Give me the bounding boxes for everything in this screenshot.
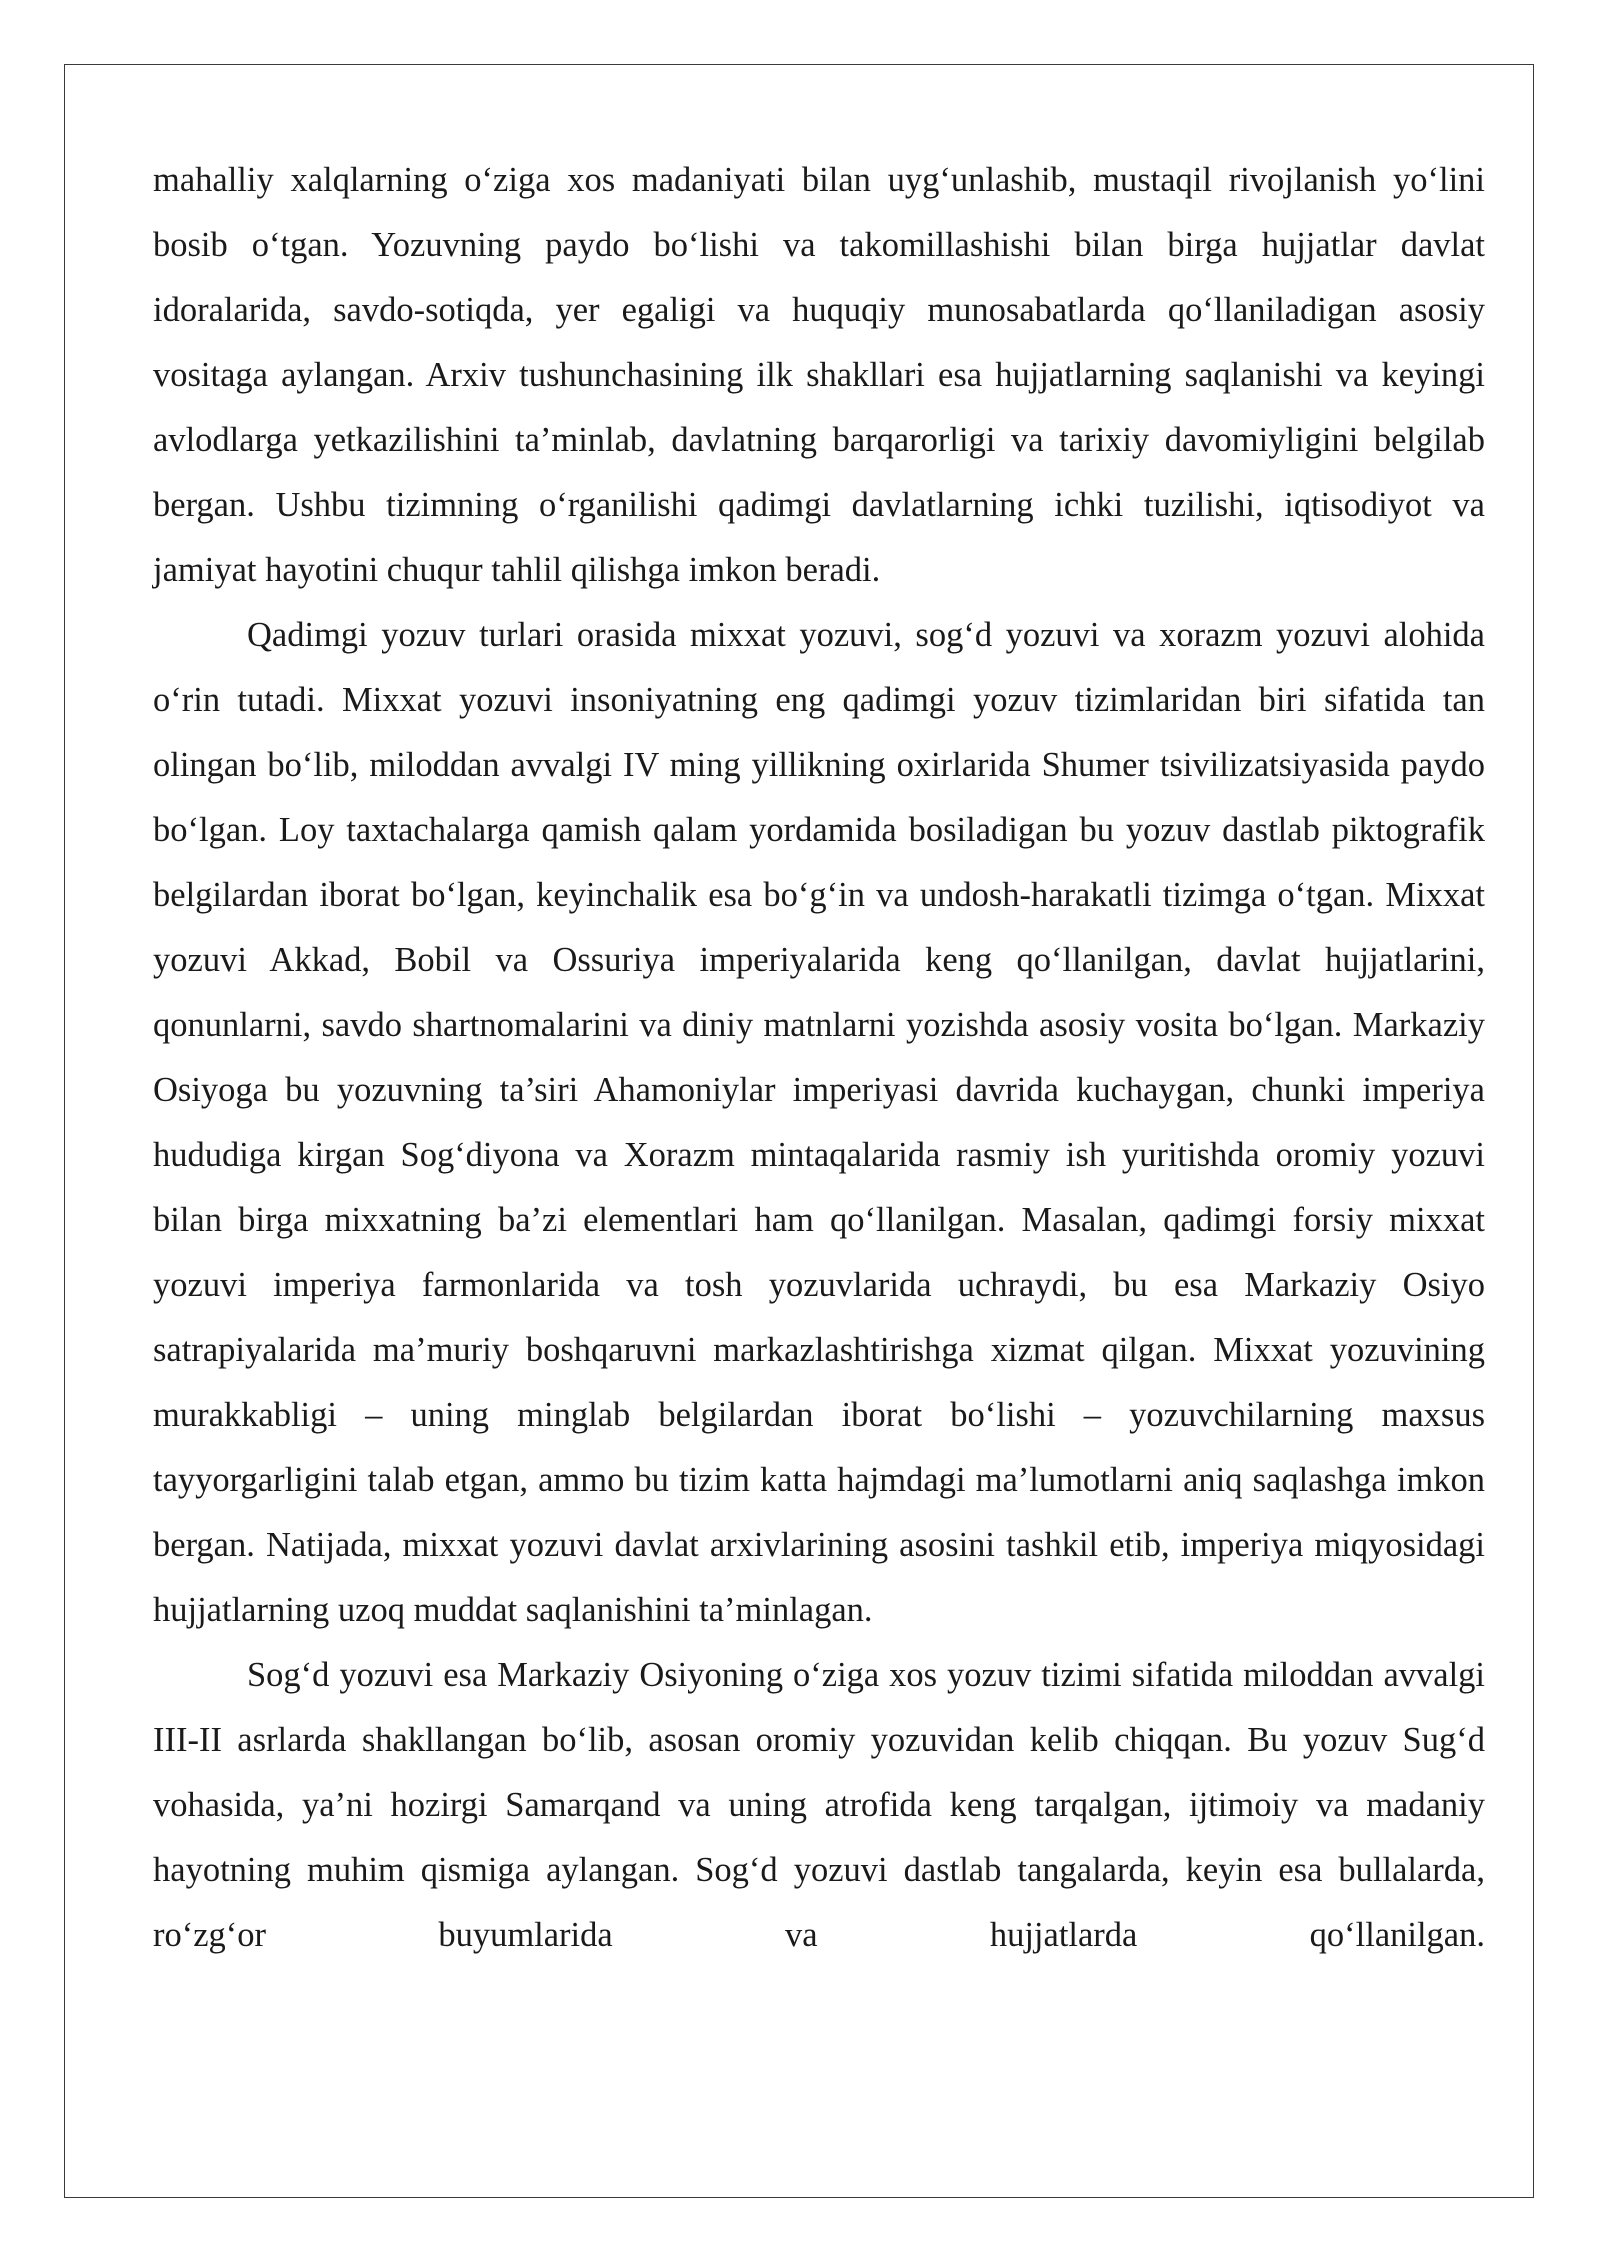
paragraph-1: mahalliy xalqlarning o‘ziga xos madaniyati bilan uyg‘unlashib, mustaqil rivojlanish yo‘lini bosib o‘tgan. Yozuvning paydo bo‘lishi va takomillashishi bilan birga hujjatlar davlat idoralarida, savdo-sotiqda, yer egaligi va huquqiy munosabatlarda qo‘llaniladigan asosiy vositaga aylangan. Arxiv tushunchasining ilk shakllari esa hujjatlarning saqlanishi va keyingi avlodlarga yetkazilishini ta’minlab, davlatning barqarorligi va tarixiy davomiyligini belgilab bergan. Ushbu tizimning o‘rganilishi qadimgi davlatlarning ichki tuzilishi, iqtisodiyot va jamiyat hayotini chuqur tahlil qilishga imkon beradi.: [153, 161, 1485, 589]
document-body: [153, 148, 1485, 1968]
paragraph-2: Qadimgi yozuv turlari orasida mixxat yozuvi, sog‘d yozuvi va xorazm yozuvi alohida o‘rin tutadi. Mixxat yozuvi insoniyatning eng qadimgi yozuv tizimlaridan biri sifatida tan olingan bo‘lib, miloddan avvalgi IV ming yillikning oxirlarida Shumer tsivilizatsiyasida paydo bo‘lgan. Loy taxtachalarga qamish qalam yordamida bosiladigan bu yozuv dastlab piktografik belgilardan iborat bo‘lgan, keyinchalik esa bo‘g‘in va undosh-harakatli tizimga o‘tgan. Mixxat yozuvi Akkad, Bobil va Ossuriya imperiyalarida keng qo‘llanilgan, davlat hujjatlarini, qonunlarni, savdo shartnomalarini va diniy matnlarni yozishda asosiy vosita bo‘lgan. Markaziy Osiyoga bu yozuvning ta’siri Ahamoniylar imperiyasi davrida kuchaygan, chunki imperiya hududiga kirgan Sog‘diyona va Xorazm mintaqalarida rasmiy ish yuritishda oromiy yozuvi bilan birga mixxatning ba’zi elementlari ham qo‘llanilgan. Masalan, qadimgi forsiy mixxat yozuvi imperiya farmonlarida va tosh yozuvlarida uchraydi, bu esa Markaziy Osiyo satrapiyalarida ma’muriy boshqaruvni markazlashtirishga xizmat qilgan. Mixxat yozuvining murakkabligi – uning minglab belgilardan iborat bo‘lishi – yozuvchilarning maxsus tayyorgarligini talab etgan, ammo bu tizim katta hajmdagi ma’lumotlarni aniq saqlashga imkon bergan. Natijada, mixxat yozuvi davlat arxivlarining asosini tashkil etib, imperiya miqyosidagi hujjatlarning uzoq muddat saqlanishini ta’minlagan.: [153, 616, 1485, 1629]
paragraph-3: Sog‘d yozuvi esa Markaziy Osiyoning o‘ziga xos yozuv tizimi sifatida miloddan avvalgi III-II asrlarda shakllangan bo‘lib, asosan oromiy yozuvidan kelib chiqqan. Bu yozuv Sug‘d vohasida, ya’ni hozirgi Samarqand va uning atrofida keng tarqalgan, ijtimoiy va madaniy hayotning muhim qismiga aylangan. Sog‘d yozuvi dastlab tangalarda, keyin esa bullalarda, ro‘zg‘or buyumlarida va hujjatlarda qo‘llanilgan.: [153, 1656, 1485, 1954]
